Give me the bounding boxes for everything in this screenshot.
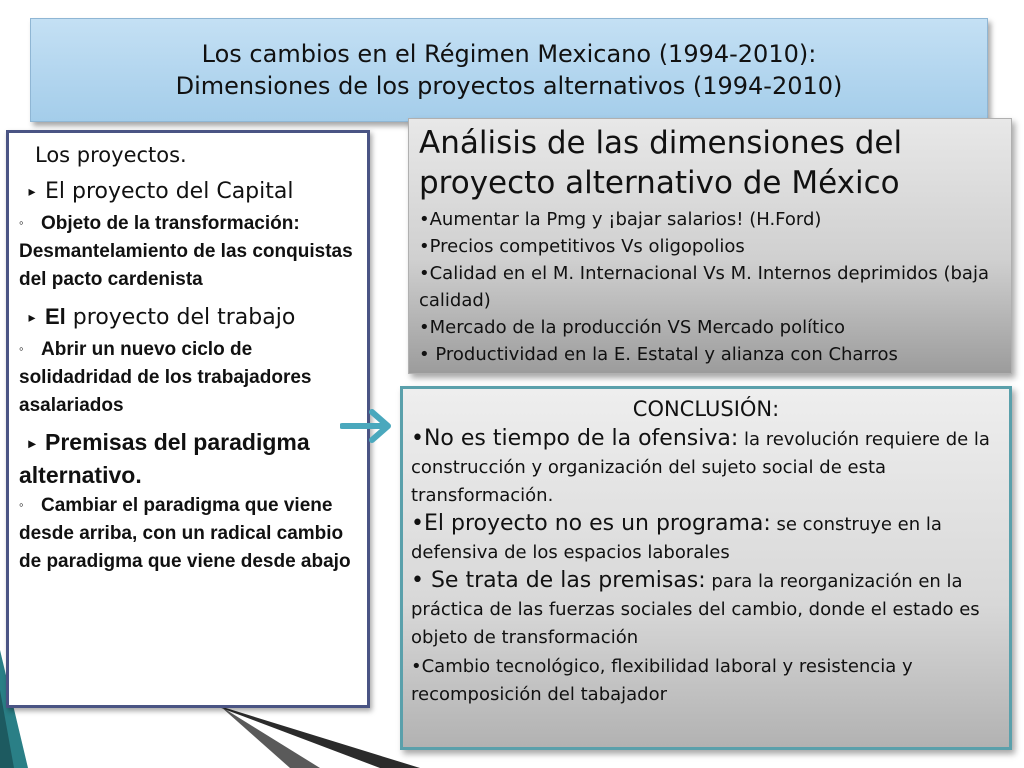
projects-box (6, 130, 370, 708)
conclusion-box (400, 386, 1012, 750)
circle-bullet-icon: ◦ (19, 215, 24, 230)
conclusion-item (411, 567, 1001, 652)
capital-project-detail (19, 209, 359, 294)
analysis-item: •Precios competitivos Vs oligopolios (419, 236, 745, 257)
labor-project-detail (19, 335, 359, 420)
projects-heading: Los proyectos. (35, 143, 187, 167)
premises-label: Premisas del paradigma alternativo. (19, 429, 310, 488)
labor-project-label: proyecto del trabajo (65, 305, 296, 330)
conclusion-item-text: para la reorganización en la práctica de las fuerzas sociales del cambio, donde el estado es objeto de transformación (411, 571, 980, 648)
analysis-item: •Aumentar la Pmg y ¡bajar salarios! (H.Ford) (419, 209, 822, 230)
conclusion-item (411, 510, 1001, 567)
conclusion-heading: CONCLUSIÓN: (632, 397, 780, 421)
premises-detail (19, 491, 359, 576)
triangle-bullet-icon: ▸ (28, 435, 36, 451)
premises-title (19, 426, 359, 491)
labor-project-bold: El (45, 304, 66, 329)
title-line-2: Dimensiones de los proyectos alternativos (1994-2010) (175, 72, 843, 100)
conclusion-item-text: •Cambio tecnológico, flexibilidad laboral y resistencia y recomposición del tabajador (411, 656, 913, 705)
title-line-1: Los cambios en el Régimen Mexicano (1994-2010): (201, 40, 817, 68)
labor-project-title (19, 300, 359, 335)
capital-project-label: El proyecto del Capital (45, 179, 294, 204)
conclusion-item-lead: •El proyecto no es un programa: (411, 511, 771, 536)
right-arrow-icon (340, 408, 396, 444)
analysis-box (408, 118, 1012, 374)
circle-bullet-icon: ◦ (19, 497, 24, 512)
labor-project-detail-text: Abrir un nuevo ciclo de solidadridad de los trabajadores asalariados (19, 339, 312, 416)
circle-bullet-icon: ◦ (19, 341, 24, 356)
slide-title (30, 18, 988, 122)
conclusion-item-lead: •No es tiempo de la ofensiva: (411, 426, 739, 451)
conclusion-item-text: se construye en la defensiva de los espacios laborales (411, 514, 942, 563)
analysis-item: • Productividad en la E. Estatal y alianza con Charros (419, 344, 898, 365)
triangle-bullet-icon: ▸ (28, 184, 36, 200)
capital-project-title (19, 175, 359, 209)
conclusion-item (411, 425, 1001, 510)
conclusion-item (411, 652, 1001, 709)
premises-detail-text: Cambiar el paradigma que viene desde arriba, con un radical cambio de paradigma que viene desde abajo (19, 495, 351, 572)
triangle-bullet-icon: ▸ (28, 310, 36, 326)
conclusion-item-text: la revolución requiere de la construcción y organización del sujeto social de esta transformación. (411, 429, 990, 506)
analysis-item: •Calidad en el M. Internacional Vs M. Internos deprimidos (baja calidad) (419, 263, 989, 311)
analysis-title: Análisis de las dimensiones del proyecto alternativo de México (419, 125, 903, 201)
analysis-item: •Mercado de la producción VS Mercado político (419, 317, 846, 338)
conclusion-item-lead: • Se trata de las premisas: (411, 568, 706, 593)
capital-project-detail-text: Objeto de la transformación: Desmantelamiento de las conquistas del pacto cardenista (19, 213, 353, 290)
